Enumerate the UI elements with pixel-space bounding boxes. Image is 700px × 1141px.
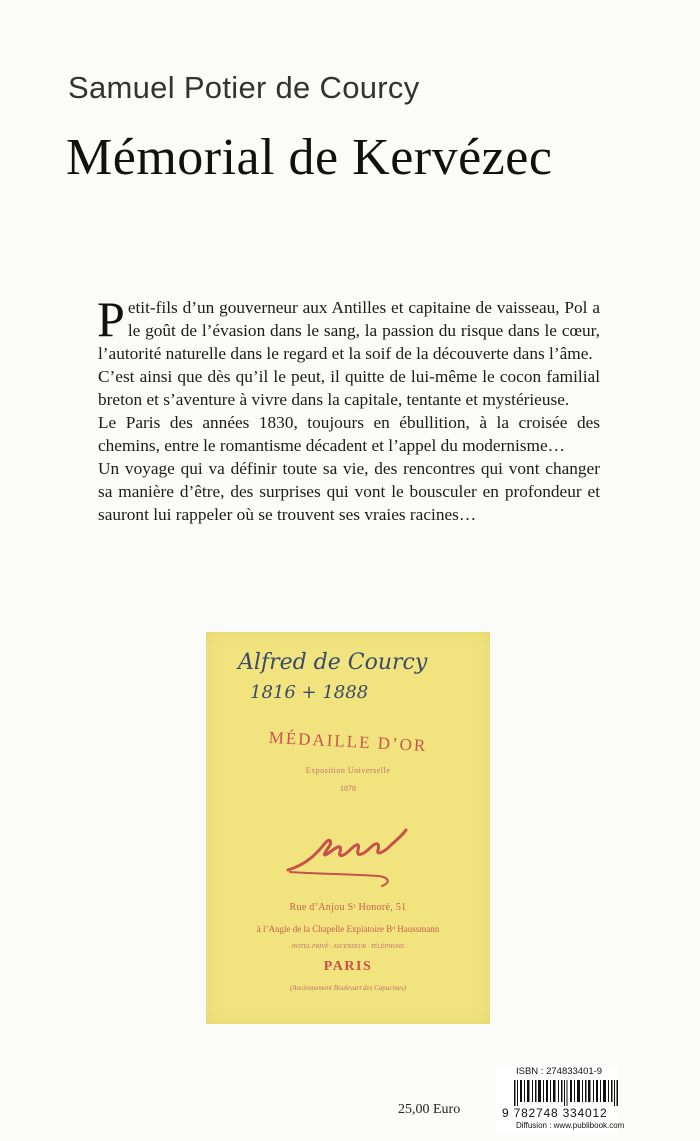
- nadar-signature: [278, 812, 428, 897]
- book-title: Mémorial de Kervézec: [66, 129, 553, 186]
- handwritten-name: Alfred de Courcy: [238, 650, 428, 675]
- ean-digits: 9 782748 334012: [502, 1106, 608, 1120]
- nadar-photo-card: [206, 632, 490, 1024]
- hotel-line: · HOTEL PRIVÉ · ASCENSEUR · TÉLÉPHONE ·: [288, 944, 408, 950]
- city-label: PARIS: [323, 959, 373, 974]
- exposition-label: Exposition Universelle: [305, 766, 391, 775]
- address-line: Rue d’Anjou Sᵗ Honoré, 51: [289, 902, 407, 913]
- barcode-graphic: [514, 1080, 618, 1106]
- price-label: 25,00 Euro: [398, 1102, 461, 1117]
- blurb-paragraph-1-text: etit-fils d’un gouverneur aux Antilles et capitaine de vaisseau, Pol a le goût de l’évasion dans le sang, la passion du risque dans le cœur, l’autorité naturelle dans le regard et la soif de la découverte dans l’âme.: [98, 298, 600, 363]
- corner-line: à l’Angle de la Chapelle Expiatoire Bᵈ Haussmann: [256, 924, 440, 934]
- blurb-paragraph-3: Le Paris des années 1830, toujours en ébullition, à la croisée des chemins, entre le romantisme décadent et l’appel du modernisme…: [98, 413, 600, 455]
- exposition-year: 1878: [340, 784, 356, 793]
- blurb-paragraph-1: [97, 291, 600, 365]
- isbn-label: ISBN : 274833401-9: [516, 1066, 603, 1077]
- diffusion-label: Diffusion : www.publibook.com: [516, 1121, 625, 1130]
- signature-graphic: [278, 812, 428, 892]
- handwritten-dates: 1816 + 1888: [250, 682, 369, 703]
- author-name: Samuel Potier de Courcy: [68, 70, 420, 105]
- former-address-line: (Anciennement Boulevart des Capucines): [289, 984, 407, 992]
- medal-heading: MÉDAILLE D’OR: [268, 727, 428, 756]
- blurb-paragraph-4: Un voyage qui va définir toute sa vie, des rencontres qui vont changer sa manière d’être, des surprises qui vont le bousculer en profondeur et sauront lui rappeler où se trouvent ses vraies racines…: [98, 459, 600, 524]
- drop-cap: P: [97, 291, 125, 347]
- back-cover-blurb: [97, 291, 600, 526]
- blurb-paragraph-2: C’est ainsi que dès qu’il le peut, il quitte de lui-même le cocon familial breton et s’aventure à vivre dans la capitale, tentante et mystérieuse.: [98, 367, 600, 409]
